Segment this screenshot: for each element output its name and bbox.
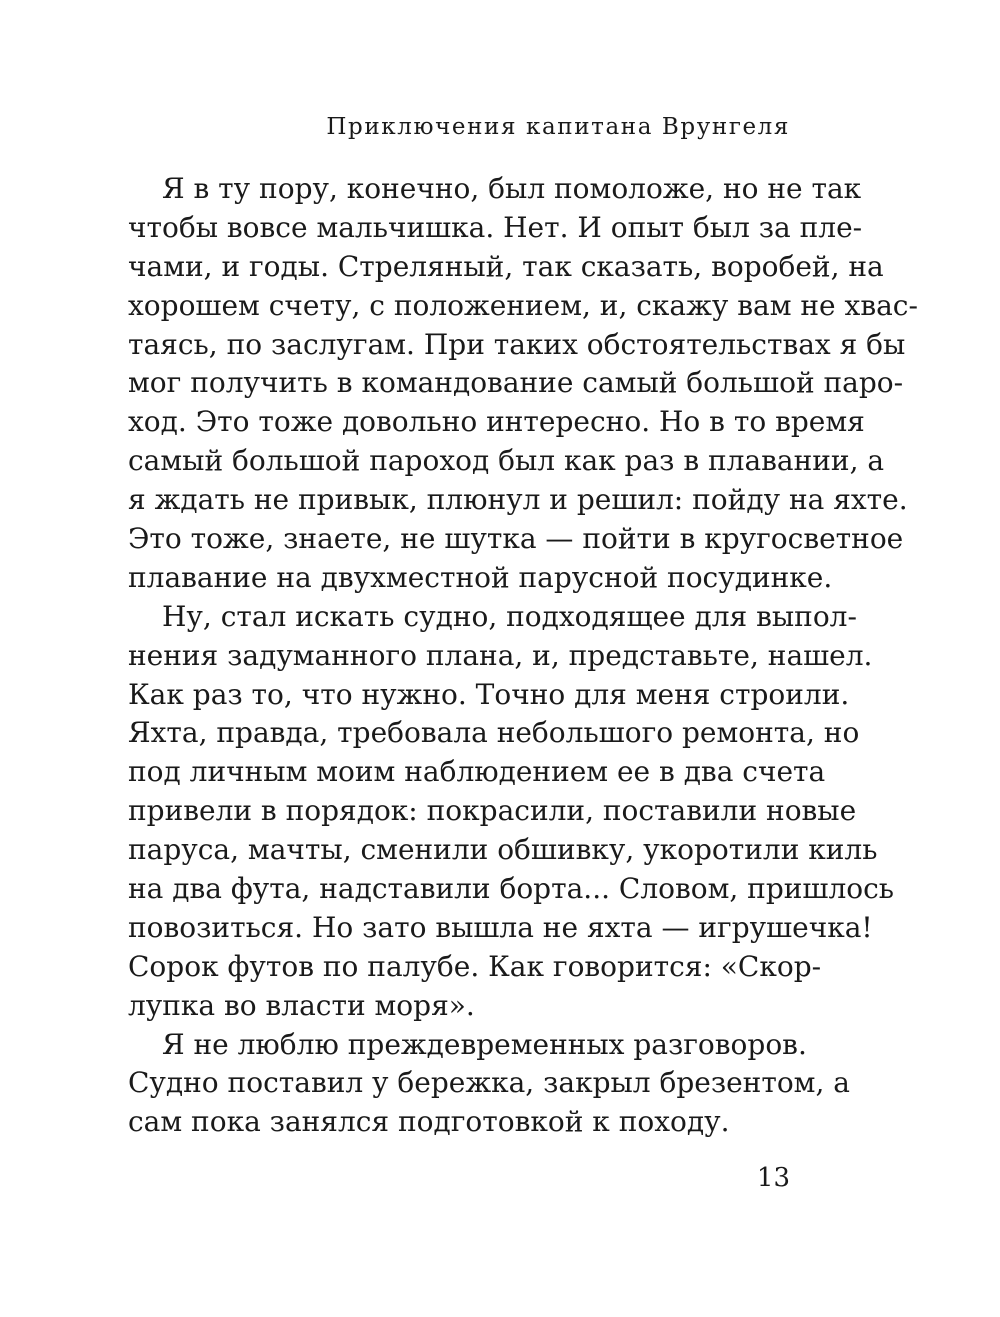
text-line: самый большой пароход был как раз в плавании, а — [128, 444, 885, 478]
text-line: чтобы вовсе мальчишка. Нет. И опыт был за пле- — [128, 210, 863, 244]
running-title: Приключения капитана Врунгеля — [326, 114, 790, 140]
text-line: лупка во власти моря». — [128, 988, 475, 1022]
paragraph — [128, 598, 895, 1026]
text-line: Я не люблю преждевременных разговоров. — [162, 1027, 807, 1061]
text-line: чами, и годы. Стреляный, так сказать, воробей, на — [128, 249, 884, 283]
text-line: привели в порядок: покрасили, поставили новые — [128, 794, 857, 828]
text-line: Сорок футов по палубе. Как говорится: «Скор- — [128, 949, 822, 983]
paragraph — [128, 1026, 850, 1143]
body-text — [128, 170, 918, 1142]
page-number: 13 — [756, 1163, 790, 1193]
text-line: таясь, по заслугам. При таких обстоятельствах я бы — [128, 327, 906, 361]
text-line: я ждать не привык, плюнул и решил: пойду на яхте. — [128, 483, 908, 517]
text-line: под личным моим наблюдением ее в два счета — [128, 755, 826, 789]
text-line: Я в ту пору, конечно, был помоложе, но не так — [162, 172, 862, 205]
text-line: Яхта, правда, требовала небольшого ремонта, но — [128, 716, 860, 750]
text-line: Как раз то, что нужно. Точно для меня строили. — [128, 677, 850, 711]
text-line: Ну, стал искать судно, подходящее для выпол- — [162, 599, 857, 633]
text-line: Это тоже, знаете, не шутка — пойти в кругосветное — [128, 522, 904, 556]
text-line: Судно поставил у бережка, закрыл брезентом, а — [128, 1066, 850, 1100]
text-line: повозиться. Но зато вышла не яхта — игрушечка! — [128, 910, 873, 944]
text-line: сам пока занялся подготовкой к походу. — [128, 1105, 730, 1139]
text-line: хорошем счету, с положением, и, скажу вам не хвас- — [128, 288, 918, 322]
text-line: плавание на двухместной парусной посудинке. — [128, 560, 833, 594]
text-line: мог получить в командование самый большой паро- — [128, 366, 904, 400]
text-line: ход. Это тоже довольно интересно. Но в то время — [128, 405, 865, 439]
text-line: нения задуманного плана, и, представьте, нашел. — [128, 638, 873, 672]
paragraph — [128, 170, 918, 598]
text-line: на два фута, надставили борта... Словом, пришлось — [128, 872, 895, 906]
text-line: паруса, мачты, сменили обшивку, укоротили киль — [128, 833, 878, 867]
